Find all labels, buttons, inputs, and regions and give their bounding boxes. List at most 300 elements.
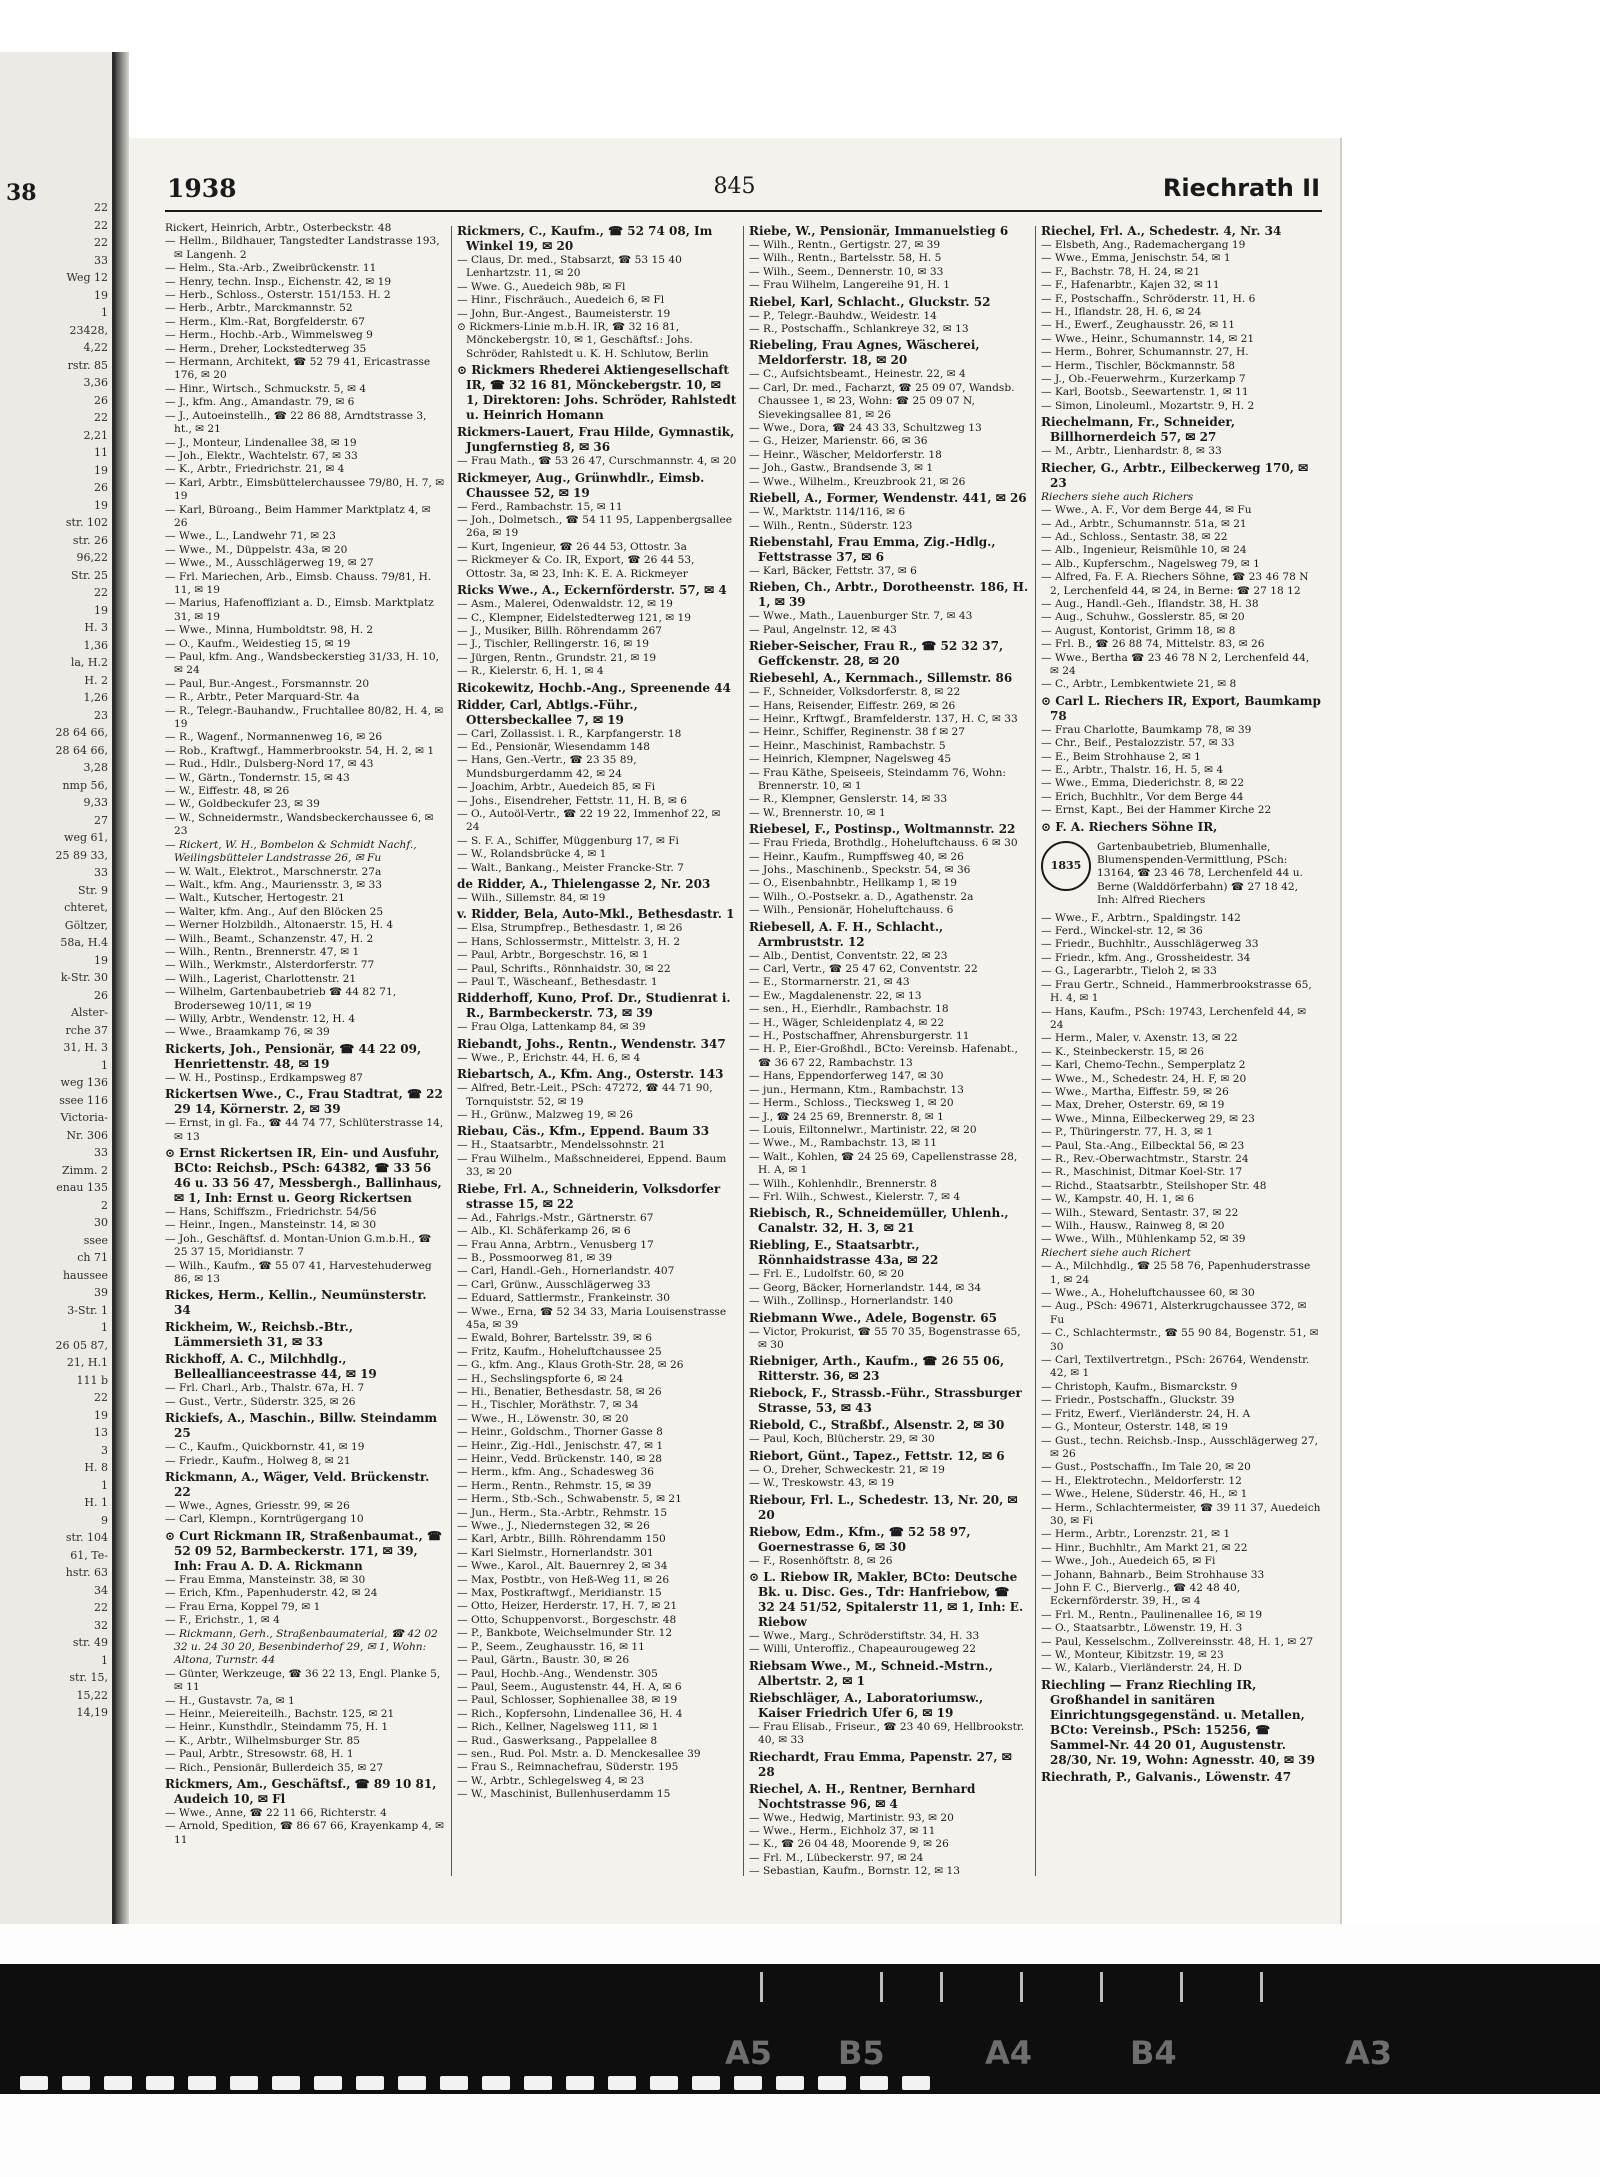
directory-entry: — H. P., Eier-Großhdl., BCto: Vereinsb. Hafenabt., ☎ 36 67 22, Rambachstr. 13 bbox=[749, 1043, 1018, 1069]
directory-entry: — Ed., Pensionär, Wiesendamm 148 bbox=[457, 740, 650, 753]
column-divider bbox=[743, 226, 744, 1876]
directory-entry: — Ad., Arbtr., Schumannstr. 51a, ✉ 21 bbox=[1041, 517, 1247, 530]
directory-entry: — Friedr., Postschaffn., Gluckstr. 39 bbox=[1041, 1394, 1235, 1407]
left-margin-fragment: 22 bbox=[94, 412, 108, 424]
directory-entry: — Frau Erna, Koppel 79, ✉ 1 bbox=[165, 1600, 321, 1613]
directory-entry: Riebesel, F., Postinsp., Woltmannstr. 22 bbox=[749, 822, 1016, 837]
film-marker bbox=[880, 1972, 883, 2002]
directory-entry: — Heinrich, Klempner, Nagelsweg 45 bbox=[749, 753, 952, 766]
directory-entry: — W. H., Postinsp., Erdkampsweg 87 bbox=[165, 1071, 363, 1084]
directory-entry: Riebold, C., Straßbf., Alsenstr. 2, ✉ 30 bbox=[749, 1418, 1005, 1433]
directory-entry: — W., Kampstr. 40, H. 1, ✉ 6 bbox=[1041, 1193, 1195, 1206]
directory-entry: — Heinr., Ingen., Mansteinstr. 14, ✉ 30 bbox=[165, 1219, 377, 1232]
left-running-head: 38 bbox=[6, 180, 37, 206]
directory-entry: — Alfred, Betr.-Leit., PSch: 47272, ☎ 44 71 90, Tornquiststr. 52, ✉ 19 bbox=[457, 1082, 713, 1108]
directory-entry: — Heinr., Meiereiteilh., Bachstr. 125, ✉ 21 bbox=[165, 1707, 395, 1720]
left-margin-fragment: 23 bbox=[94, 709, 108, 722]
directory-entry: — Carl, Klempn., Korntrügergang 10 bbox=[165, 1513, 364, 1526]
directory-entry: — Wwe., Joh., Auedeich 65, ✉ Fi bbox=[1041, 1555, 1216, 1568]
directory-entry: — K., ☎ 26 04 48, Moorende 9, ✉ 26 bbox=[749, 1838, 949, 1851]
directory-entry: — G., kfm. Ang., Klaus Groth-Str. 28, ✉ 26 bbox=[457, 1359, 684, 1372]
left-margin-fragment: 11 bbox=[94, 447, 108, 459]
left-margin-fragment: ssee bbox=[83, 1234, 108, 1247]
directory-entry: — Ad., Schloss., Sentastr. 38, ✉ 22 bbox=[1041, 530, 1228, 543]
directory-entry: — Alfred, Fa. F. A. Riechers Söhne, ☎ 23 46 78 N 2, Lerchenfeld 44, ✉ 24, in Berne: ☎ 27 18 12 bbox=[1041, 571, 1309, 597]
left-margin-fragment: 2,21 bbox=[83, 429, 108, 442]
directory-entry: — Wwe., Erna, ☎ 52 34 33, Maria Louisenstrasse 45a, ✉ 39 bbox=[457, 1305, 727, 1331]
directory-entry: — B., Possmoorweg 81, ✉ 39 bbox=[457, 1251, 613, 1264]
film-perforation bbox=[524, 2076, 552, 2090]
directory-entry: — Heinr., Kaufm., Rumpffsweg 40, ✉ 26 bbox=[749, 850, 964, 863]
directory-entry: — Hans, Schlossermstr., Mittelstr. 3, H. 2 bbox=[457, 935, 681, 948]
directory-entry: — Frl. Mariechen, Arb., Eimsb. Chauss. 79/81, H. 11, ✉ 19 bbox=[165, 570, 432, 596]
microfilm-border bbox=[0, 1924, 1600, 2177]
directory-entry: Rickmeyer, Aug., Grünwhdlr., Eimsb. Chaussee 52, ✉ 19 bbox=[457, 470, 705, 500]
left-page-edge bbox=[0, 52, 115, 1924]
directory-entry: — W., Gärtn., Tondernstr. 15, ✉ 43 bbox=[165, 771, 350, 784]
directory-entry: — Hermann, Architekt, ☎ 52 79 41, Ericastrasse 176, ✉ 20 bbox=[165, 356, 431, 382]
directory-entry: Riebow, Edm., Kfm., ☎ 52 58 97, Goernestrasse 6, ✉ 30 bbox=[749, 1524, 971, 1554]
directory-entry: — C., Klempner, Eidelstedterweg 121, ✉ 19 bbox=[457, 611, 691, 624]
directory-entry: — Wilh., Hausw., Rainweg 8, ✉ 20 bbox=[1041, 1220, 1225, 1232]
directory-entry: — Wilhelm, Gartenbaubetrieb ☎ 44 82 71, Broderseweg 10/11, ✉ 19 bbox=[165, 986, 397, 1012]
directory-entry: — Wwe., Herm., Eichholz 37, ✉ 11 bbox=[749, 1825, 936, 1838]
directory-entry: — Hans, Eppendorferweg 147, ✉ 30 bbox=[749, 1070, 944, 1083]
left-margin-fragment: 9 bbox=[101, 1514, 108, 1527]
left-margin-fragment: k-Str. 30 bbox=[60, 972, 108, 984]
left-margin-fragment: haussee bbox=[62, 1269, 108, 1282]
directory-entry: — C., Aufsichtsbeamt., Heinestr. 22, ✉ 4 bbox=[749, 368, 966, 381]
left-margin-fragment: 1,26 bbox=[83, 692, 108, 704]
directory-entry: — Gust., techn. Reichsb.-Insp., Ausschlägerweg 27, ✉ 26 bbox=[1041, 1434, 1319, 1460]
logo-entry-title: ⊙ F. A. Riechers Söhne IR, bbox=[1041, 819, 1218, 834]
directory-entry: — Jürgen, Rentn., Grundstr. 21, ✉ 19 bbox=[457, 651, 657, 664]
directory-entry: — Frl. E., Ludolfstr. 60, ✉ 20 bbox=[749, 1268, 904, 1281]
directory-entry: ⊙ Curt Rickmann IR, Straßenbaumat., ☎ 52 09 52, Barmbeckerstr. 171, ✉ 39, Inh: Frau A. D. A. Rickmann bbox=[165, 1528, 442, 1573]
directory-entry: — H., Wäger, Schleidenplatz 4, ✉ 22 bbox=[749, 1016, 945, 1029]
film-perforation bbox=[398, 2076, 426, 2090]
film-perforation bbox=[818, 2076, 846, 2090]
directory-entry: Riebisch, R., Schneidemüller, Uhlenh., Canalstr. 32, H. 3, ✉ 21 bbox=[749, 1206, 1009, 1236]
directory-entry: — Wwe., H., Löwenstr. 30, ✉ 20 bbox=[457, 1412, 629, 1425]
directory-entry: — Eduard, Sattlermstr., Frankeinstr. 30 bbox=[457, 1292, 671, 1305]
left-margin-fragment: 19 bbox=[94, 464, 108, 477]
directory-entry: — W., Goldbeckufer 23, ✉ 39 bbox=[165, 798, 320, 811]
left-margin-fragment: 19 bbox=[94, 604, 108, 617]
left-margin-fragment: 39 bbox=[94, 1287, 108, 1299]
directory-entry: — G., Monteur, Osterstr. 148, ✉ 19 bbox=[1041, 1421, 1228, 1434]
directory-entry: Riebesehl, A., Kernmach., Sillemstr. 86 bbox=[749, 671, 1013, 686]
directory-entry: — Karl Sielmstr., Hornerlandstr. 301 bbox=[457, 1546, 654, 1559]
left-margin-fragment: 3,36 bbox=[83, 377, 108, 389]
film-perforation bbox=[566, 2076, 594, 2090]
directory-entry: Rickmers, C., Kaufm., ☎ 52 74 08, Im Winkel 19, ✉ 20 bbox=[457, 224, 713, 253]
directory-entry: — Ernst, in gl. Fa., ☎ 44 74 77, Schlüterstrasse 14, ✉ 13 bbox=[165, 1117, 444, 1143]
directory-entry: — Paul, Kesselschm., Zollvereinsstr. 48, H. 1, ✉ 27 bbox=[1041, 1635, 1314, 1648]
film-perforation bbox=[230, 2076, 258, 2090]
directory-entry: — O., Staatsarbtr., Löwenstr. 19, H. 3 bbox=[1041, 1622, 1243, 1635]
left-margin-fragment: rstr. 85 bbox=[67, 359, 108, 372]
directory-entry: — H., Sechslingspforte 6, ✉ 24 bbox=[457, 1372, 624, 1385]
film-perforation bbox=[482, 2076, 510, 2090]
directory-entry: — Wilh., Pensionär, Hoheluftchauss. 6 bbox=[749, 904, 954, 917]
directory-entry: — H., Tischler, Moräthstr. 7, ✉ 34 bbox=[457, 1399, 639, 1412]
directory-entry: — Herm., Bohrer, Schumannstr. 27, H. bbox=[1041, 346, 1249, 359]
left-margin-fragment: 26 bbox=[94, 394, 108, 407]
film-perforation bbox=[734, 2076, 762, 2090]
directory-entry: — W., Brennerstr. 10, ✉ 1 bbox=[749, 806, 886, 819]
directory-entry: Riebock, F., Strassb.-Führ., Strassburger Strasse, 53, ✉ 43 bbox=[749, 1386, 1022, 1416]
directory-entry: — Wwe., Emma, Diederichstr. 8, ✉ 22 bbox=[1041, 777, 1245, 790]
left-margin-fragment: 58a, H.4 bbox=[60, 937, 108, 949]
directory-entry: Riechel, A. H., Rentner, Bernhard Nochtstrasse 96, ✉ 4 bbox=[749, 1781, 976, 1811]
directory-entry: Ricks Wwe., A., Eckernförderstr. 57, ✉ 4 bbox=[457, 583, 727, 598]
directory-entry: — Otto, Schuppenvorst., Borgeschstr. 48 bbox=[457, 1613, 677, 1626]
directory-entry: — Herb., Schloss., Osterstr. 151/153. H. 2 bbox=[165, 289, 391, 302]
left-margin-fragment: 22 bbox=[94, 237, 108, 249]
directory-entry: — Hinr., Wirtsch., Schmuckstr. 5, ✉ 4 bbox=[165, 382, 367, 395]
directory-entry: — H., Iflandstr. 28, H. 6, ✉ 24 bbox=[1041, 306, 1202, 319]
directory-entry: — Wilh., Werkmstr., Alsterdorferstr. 77 bbox=[165, 959, 375, 972]
directory-entry: — Wilh., Lagerist, Charlottenstr. 21 bbox=[165, 972, 357, 985]
directory-entry: — Arnold, Spedition, ☎ 86 67 66, Krayenkamp 4, ✉ 11 bbox=[165, 1820, 444, 1846]
directory-entry: — W., Rolandsbrücke 4, ✉ 1 bbox=[457, 848, 607, 861]
film-perforation bbox=[608, 2076, 636, 2090]
directory-entry: — Herm., kfm. Ang., Schadesweg 36 bbox=[457, 1466, 654, 1479]
film-marker bbox=[1020, 1972, 1023, 2002]
directory-entry: — J., Ob.-Feuerwehrm., Kurzerkamp 7 bbox=[1041, 373, 1246, 386]
directory-entry: — W., Marktstr. 114/116, ✉ 6 bbox=[749, 506, 906, 519]
directory-entry: Riebe, W., Pensionär, Immanuelstieg 6 bbox=[749, 224, 1009, 238]
directory-entry: — C., Kaufm., Quickbornstr. 41, ✉ 19 bbox=[165, 1441, 365, 1454]
directory-entry: — Paul, Koch, Blücherstr. 29, ✉ 30 bbox=[749, 1433, 935, 1446]
directory-entry: — Wwe., Wilh., Mühlenkamp 52, ✉ 39 bbox=[1041, 1233, 1246, 1246]
left-margin-fragment: 2 bbox=[101, 1199, 108, 1212]
directory-entry: Rickerts, Joh., Pensionär, ☎ 44 22 09, Henriettenstr. 48, ✉ 19 bbox=[165, 1041, 422, 1071]
left-margin-fragment: 33 bbox=[94, 1147, 108, 1159]
directory-entry: — Wwe., Math., Lauenburger Str. 7, ✉ 43 bbox=[749, 610, 973, 623]
directory-entry: — Wwe., Anne, ☎ 22 11 66, Richterstr. 4 bbox=[165, 1806, 387, 1819]
directory-entry: — Frl. M., Rentn., Paulinenallee 16, ✉ 19 bbox=[1041, 1608, 1263, 1621]
directory-entry: — Wwe., M., Düppelstr. 43a, ✉ 20 bbox=[165, 543, 348, 556]
directory-entry: — Wilh., O.-Postsekr. a. D., Agathenstr. 2a bbox=[749, 890, 974, 903]
directory-entry: — Paul T., Wäscheanf., Bethesdastr. 1 bbox=[457, 976, 658, 989]
film-perforation bbox=[356, 2076, 384, 2090]
directory-entry: Rickhoff, A. C., Milchhdlg., Belleallianceestrasse 44, ✉ 19 bbox=[165, 1352, 377, 1382]
film-perforation bbox=[314, 2076, 342, 2090]
directory-entry: — F., Hafenarbtr., Kajen 32, ✉ 11 bbox=[1041, 279, 1220, 292]
directory-entry: — J., ☎ 24 25 69, Brennerstr. 8, ✉ 1 bbox=[749, 1110, 944, 1123]
directory-entry: — Friedr., Buchhltr., Ausschlägerweg 33 bbox=[1041, 938, 1259, 951]
directory-entry: — Carl, Dr. med., Facharzt, ☎ 25 09 07, Wandsb. Chaussee 1, ✉ 23, Wohn: ☎ 25 09 07 N, Sievekingsallee 81, ✉ 26 bbox=[749, 381, 1015, 421]
directory-entry: — J., Autoeinstellh., ☎ 22 86 88, Arndtstrasse 3, ht., ✉ 21 bbox=[165, 409, 427, 436]
directory-entry: — jun., Hermann, Ktm., Rambachstr. 13 bbox=[749, 1083, 964, 1096]
directory-entry: — R., Kielerstr. 6, H. 1, ✉ 4 bbox=[457, 665, 604, 678]
directory-entry: — S. F. A., Schiffer, Müggenburg 17, ✉ Fi bbox=[457, 834, 679, 847]
directory-entry: — R., Telegr.-Bauhandw., Fruchtallee 80/82, H. 4, ✉ 19 bbox=[165, 704, 444, 731]
directory-entry: — Victor, Prokurist, ☎ 55 70 35, Bogenstrasse 65, ✉ 30 bbox=[749, 1325, 1021, 1351]
directory-entry: — Claus, Dr. med., Stabsarzt, ☎ 53 15 40 Lenhartzstr. 11, ✉ 20 bbox=[457, 254, 682, 280]
directory-entry: — K., Arbtr., Wilhelmsburger Str. 85 bbox=[165, 1734, 360, 1747]
left-margin-fragment: 26 bbox=[94, 989, 108, 1002]
left-margin-fragment: str. 104 bbox=[65, 1532, 108, 1544]
directory-entry: — Hellm., Bildhauer, Tangstedter Landstrasse 193, ✉ Langenh. 2 bbox=[165, 235, 440, 261]
directory-entry: — Karl, Bootsb., Seewartenstr. 1, ✉ 11 bbox=[1041, 386, 1249, 399]
left-margin-fragment: 26 bbox=[94, 482, 108, 494]
directory-column-1 bbox=[165, 222, 445, 1882]
column-divider bbox=[1035, 226, 1036, 1876]
company-seal-icon bbox=[1041, 841, 1091, 891]
directory-entry: Riechel, Frl. A., Schedestr. 4, Nr. 34 bbox=[1041, 224, 1282, 238]
directory-entry: — K., Steinbeckerstr. 15, ✉ 26 bbox=[1041, 1045, 1204, 1058]
film-perforation bbox=[860, 2076, 888, 2090]
directory-entry: — Joh., Elektr., Wachtelstr. 67, ✉ 33 bbox=[165, 449, 358, 462]
directory-entry: — Carl, Grünw., Ausschlägerweg 33 bbox=[457, 1278, 651, 1291]
directory-entry: — J., Monteur, Lindenallee 38, ✉ 19 bbox=[165, 436, 357, 449]
directory-entry: — Frl. M., Lübeckerstr. 97, ✉ 24 bbox=[749, 1851, 924, 1864]
directory-entry: — F., Postschaffn., Schröderstr. 11, H. 6 bbox=[1041, 292, 1256, 305]
directory-entry: — Wilh., Kohlenhdlr., Brennerstr. 8 bbox=[749, 1177, 937, 1190]
left-margin-fragment: H. 3 bbox=[84, 622, 108, 634]
directory-entry: — Werner Holzbildh., Altonaerstr. 15, H. 4 bbox=[165, 919, 394, 932]
directory-entry: — Walt., Bankang., Meister Francke-Str. 7 bbox=[457, 861, 684, 874]
directory-entry: — J., kfm. Ang., Amandastr. 79, ✉ 6 bbox=[165, 396, 355, 409]
directory-entry: — Walt., Kohlen, ☎ 24 25 69, Capellenstrasse 28, H. A, ✉ 1 bbox=[749, 1150, 1018, 1177]
directory-entry: — F., Rosenhöftstr. 8, ✉ 26 bbox=[749, 1554, 893, 1567]
left-margin-fragment: 3 bbox=[101, 1444, 108, 1457]
directory-entry: — O., Kaufm., Weidestieg 15, ✉ 19 bbox=[165, 637, 351, 650]
left-margin-fragment: 96,22 bbox=[76, 552, 108, 564]
directory-entry: — Joachim, Arbtr., Auedeich 85, ✉ Fi bbox=[457, 781, 656, 794]
directory-entry: — Wwe., P., Erichstr. 44, H. 6, ✉ 4 bbox=[457, 1051, 641, 1064]
left-page-margin-fragments bbox=[2, 202, 108, 1725]
directory-entry: — W., Schneidermstr., Wandsbeckerchaussee 6, ✉ 23 bbox=[165, 811, 434, 838]
directory-entry: — Günter, Werkzeuge, ☎ 36 22 13, Engl. Planke 5, ✉ 11 bbox=[165, 1667, 441, 1694]
directory-entry: — Simon, Linoleuml., Mozartstr. 9, H. 2 bbox=[1041, 399, 1255, 412]
directory-entry: Riebel, Karl, Schlacht., Gluckstr. 52 bbox=[749, 294, 991, 309]
directory-entry: — Wilh., Rentn., Brennerstr. 47, ✉ 1 bbox=[165, 945, 360, 958]
directory-entry: — P., Bankbote, Weichselmunder Str. 12 bbox=[457, 1627, 673, 1640]
directory-entry: — August, Kontorist, Grimm 18, ✉ 8 bbox=[1041, 624, 1236, 637]
film-perforation bbox=[902, 2076, 930, 2090]
directory-entry: — Paul, Seem., Augustenstr. 44, H. A, ✉ 6 bbox=[457, 1680, 682, 1693]
left-margin-fragment: H. 8 bbox=[84, 1462, 108, 1474]
directory-entry: ⊙ Ernst Rickertsen IR, Ein- und Ausfuhr, BCto: Reichsb., PSch: 64382, ☎ 33 56 46 u. 33 56 47, Messbergh., Ballinhaus, ✉ 1, Inh: Ernst u. Georg Rickertsen bbox=[165, 1146, 442, 1205]
directory-entry: — Wwe., Martha, Eiffestr. 59, ✉ 26 bbox=[1041, 1085, 1229, 1098]
directory-column-2 bbox=[457, 222, 737, 1882]
directory-entry: — Walt., kfm. Ang., Mauriensstr. 3, ✉ 33 bbox=[165, 878, 382, 891]
directory-entry: — W., Maschinist, Bullenhuserdamm 15 bbox=[457, 1788, 671, 1801]
directory-entry: — Rich., Kellner, Nagelsweg 111, ✉ 1 bbox=[457, 1721, 659, 1734]
directory-entry: — C., Schlachtermstr., ☎ 55 90 84, Bogenstr. 51, ✉ 30 bbox=[1041, 1327, 1319, 1353]
directory-entry: — Frau Wilhelm., Maßschneiderei, Eppend. Baum 33, ✉ 20 bbox=[457, 1152, 727, 1179]
directory-entry: — Frl. B., ☎ 26 88 74, Mittelstr. 83, ✉ 26 bbox=[1041, 638, 1265, 651]
left-margin-fragment: 1 bbox=[101, 1322, 108, 1334]
directory-entry: — Frau Elisab., Friseur., ☎ 23 40 69, Hellbrookstr. 40, ✉ 33 bbox=[749, 1720, 1025, 1747]
directory-entry: — John F. C., Bierverlg., ☎ 42 48 40, Eckernförderstr. 39, H., ✉ 4 bbox=[1041, 1581, 1241, 1608]
film-size-label: A4 bbox=[985, 2034, 1033, 2072]
left-margin-fragment: 22 bbox=[94, 202, 108, 214]
directory-entry: — E., Beim Strohhause 2, ✉ 1 bbox=[1041, 750, 1201, 763]
directory-entry: — Heinr., Vedd. Brückenstr. 140, ✉ 28 bbox=[457, 1453, 663, 1465]
left-margin-fragment: 1 bbox=[101, 1479, 108, 1492]
directory-entry: — Chr., Beif., Pestalozzistr. 57, ✉ 33 bbox=[1041, 737, 1235, 750]
directory-entry: Riechrath, P., Galvanis., Löwenstr. 47 bbox=[1041, 1769, 1292, 1784]
header-rule bbox=[165, 210, 1322, 212]
directory-entry: — Wwe., Agnes, Griesstr. 99, ✉ 26 bbox=[165, 1500, 350, 1513]
directory-entry: — Walt., Kutscher, Hertogestr. 21 bbox=[165, 892, 345, 905]
directory-entry: Rickertsen Wwe., C., Frau Stadtrat, ☎ 22 29 14, Körnerstr. 2, ✉ 39 bbox=[165, 1087, 443, 1117]
directory-entry: Rieber-Seischer, Frau R., ☎ 52 32 37, Geffckenstr. 28, ✉ 20 bbox=[749, 639, 1004, 669]
directory-entry: — Wilh., Steward, Sentastr. 37, ✉ 22 bbox=[1041, 1206, 1239, 1219]
left-margin-fragment: hstr. 63 bbox=[65, 1567, 108, 1579]
directory-entry: — Carl, Textilvertretgn., PSch: 26764, Wendenstr. 42, ✉ 1 bbox=[1041, 1354, 1310, 1380]
directory-entry: Riechelmann, Fr., Schneider, Billhornerdeich 57, ✉ 27 bbox=[1041, 415, 1235, 445]
directory-columns bbox=[165, 222, 1323, 1882]
directory-entry: — Herm., Schlachtermeister, ☎ 39 11 37, Auedeich 30, ✉ Fi bbox=[1041, 1501, 1321, 1527]
directory-entry: — Hinr., Buchhltr., Am Markt 21, ✉ 22 bbox=[1041, 1541, 1248, 1554]
directory-entry: — H., Elektrotechn., Meldorferstr. 12 bbox=[1041, 1474, 1242, 1487]
directory-entry: — Herb., Arbtr., Marckmannstr. 52 bbox=[165, 302, 353, 315]
directory-entry: — Rich., Pensionär, Bullerdeich 35, ✉ 27 bbox=[165, 1761, 384, 1774]
directory-entry: — Herm., Stb.-Sch., Schwabenstr. 5, ✉ 21 bbox=[457, 1493, 682, 1506]
directory-entry: Rieben, Ch., Arbtr., Dorotheenstr. 186, H. 1, ✉ 39 bbox=[749, 580, 1029, 610]
left-margin-fragment: 28 64 66, bbox=[55, 744, 108, 757]
column-divider bbox=[451, 226, 452, 1876]
directory-entry: — Hans, Kaufm., PSch: 19743, Lerchenfeld 44, ✉ 24 bbox=[1041, 1005, 1307, 1031]
directory-entry: — F., Schneider, Volksdorferstr. 8, ✉ 22 bbox=[749, 686, 961, 699]
directory-entry: Riebort, Günt., Tapez., Fettstr. 12, ✉ 6 bbox=[749, 1448, 1005, 1463]
directory-entry: — J., Musiker, Billh. Röhrendamm 267 bbox=[457, 624, 662, 637]
left-margin-fragment: Göltzer, bbox=[64, 919, 108, 932]
directory-entry: — R., Maschinist, Ditmar Koel-Str. 17 bbox=[1041, 1166, 1243, 1179]
page-year: 1938 bbox=[167, 174, 237, 203]
directory-entry: — Frl. Charl., Arb., Thalstr. 67a, H. 7 bbox=[165, 1382, 365, 1395]
directory-entry: — Ad., Fahrlgs.-Mstr., Gärtnerstr. 67 bbox=[457, 1211, 654, 1224]
directory-entry: — Rickmann, Gerh., Straßenbaumaterial, ☎ 42 02 32 u. 24 30 20, Besenbinderhof 29, ✉ 1, Wohn: Altona, Turnstr. 44 bbox=[165, 1627, 438, 1667]
directory-entry: — Christoph, Kaufm., Bismarckstr. 9 bbox=[1041, 1380, 1238, 1393]
directory-entry: — Sebastian, Kaufm., Bornstr. 12, ✉ 13 bbox=[749, 1865, 960, 1878]
film-size-label: A3 bbox=[1345, 2034, 1393, 2072]
film-marker bbox=[1100, 1972, 1103, 2002]
left-margin-fragment: 28 64 66, bbox=[55, 727, 108, 739]
directory-entry: — Paul, kfm. Ang., Wandsbeckerstieg 31/33, H. 10, ✉ 24 bbox=[165, 651, 439, 677]
directory-entry: — Friedr., kfm. Ang., Grossheidestr. 34 bbox=[1041, 951, 1251, 964]
directory-entry: — G., Lagerarbtr., Tieloh 2, ✉ 33 bbox=[1041, 965, 1217, 978]
directory-entry: — Rich., Kopfersohn, Lindenallee 36, H. 4 bbox=[457, 1707, 683, 1720]
left-margin-fragment: 13 bbox=[94, 1427, 108, 1439]
directory-entry: Riebsam Wwe., M., Schneid.-Mstrn., Albertstr. 2, ✉ 1 bbox=[749, 1658, 993, 1688]
film-marker bbox=[760, 1972, 763, 2002]
left-margin-fragment: 61, Te- bbox=[70, 1549, 108, 1562]
seal-year: 1835 bbox=[1050, 859, 1082, 873]
left-margin-fragment: 9,33 bbox=[83, 797, 108, 809]
directory-entry: — W., Arbtr., Schlegelsweg 4, ✉ 23 bbox=[457, 1774, 645, 1787]
directory-entry: — Rickert, W. H., Bombelon & Schmidt Nachf., Weilingsbütteler Landstrasse 26, ✉ Fu bbox=[165, 838, 417, 865]
directory-entry: — Rud., Hdlr., Dulsberg-Nord 17, ✉ 43 bbox=[165, 758, 374, 771]
directory-entry: — Wilh., Seem., Dennerstr. 10, ✉ 33 bbox=[749, 265, 944, 278]
film-perforation bbox=[650, 2076, 678, 2090]
left-margin-fragment: 15,22 bbox=[76, 1689, 108, 1702]
directory-entry: Riebschläger, A., Laboratoriumsw., Kaiser Friedrich Ufer 6, ✉ 19 bbox=[749, 1690, 984, 1720]
directory-entry: — Willy, Arbtr., Wendenstr. 12, H. 4 bbox=[165, 1012, 356, 1025]
directory-entry: — Wwe., Braamkamp 76, ✉ 39 bbox=[165, 1026, 330, 1039]
directory-entry: — Heinr., Zig.-Hdl., Jenischstr. 47, ✉ 1 bbox=[457, 1439, 664, 1452]
left-margin-fragment: 26 05 87, bbox=[55, 1339, 108, 1352]
left-margin-fragment: Victoria- bbox=[60, 1112, 108, 1124]
left-margin-fragment: Weg 12 bbox=[66, 272, 108, 284]
directory-entry: Riebeling, Frau Agnes, Wäscherei, Meldorferstr. 18, ✉ 20 bbox=[749, 338, 980, 368]
directory-entry: — R., Arbtr., Peter Marquard-Str. 4a bbox=[165, 691, 360, 704]
directory-entry: — Joh., Gastw., Brandsende 3, ✉ 1 bbox=[749, 462, 934, 475]
directory-entry: — Max, Postbtr., von Heß-Weg 11, ✉ 26 bbox=[457, 1573, 670, 1586]
directory-entry: — Alb., Dentist, Conventstr. 22, ✉ 23 bbox=[749, 949, 948, 962]
directory-entry: — G., Heizer, Marienstr. 66, ✉ 36 bbox=[749, 435, 928, 448]
directory-entry: Rickmers-Lauert, Frau Hilde, Gymnastik, Jungfernstieg 8, ✉ 36 bbox=[457, 425, 735, 455]
directory-entry: — Wilh., Rentn., Bartelsstr. 58, H. 5 bbox=[749, 252, 942, 265]
directory-entry: Riebandt, Johs., Rentn., Wendenstr. 347 bbox=[457, 1036, 726, 1051]
directory-entry: Rickert, Heinrich, Arbtr., Osterbeckstr. 48 bbox=[165, 222, 392, 234]
directory-entry: ⊙ Rickmers Rhederei Aktiengesellschaft IR, ☎ 32 16 81, Mönckebergstr. 10, ✉ 1, Direktoren: Johs. Schröder, Rahlstedt u. Heinrich Homann bbox=[457, 363, 737, 423]
directory-entry: — Hans, Schiffszm., Friedrichstr. 54/56 bbox=[165, 1206, 377, 1218]
left-margin-fragment: 3-Str. 1 bbox=[67, 1304, 108, 1317]
directory-entry: — Karl, Arbtr., Billh. Röhrendamm 150 bbox=[457, 1533, 666, 1546]
directory-entry: — Alb., Kl. Schäferkamp 26, ✉ 6 bbox=[457, 1225, 631, 1238]
directory-entry: — E., Stormarnerstr. 21, ✉ 43 bbox=[749, 976, 910, 989]
directory-entry: — Kurt, Ingenieur, ☎ 26 44 53, Ottostr. 3a bbox=[457, 540, 687, 553]
film-perforation bbox=[692, 2076, 720, 2090]
directory-entry: Riebell, A., Former, Wendenstr. 441, ✉ 26 bbox=[749, 491, 1027, 506]
directory-entry: — sen., Rud. Pol. Mstr. a. D. Menckesallee 39 bbox=[457, 1747, 701, 1760]
left-margin-fragment: 14,19 bbox=[76, 1707, 108, 1719]
directory-entry: — Helm., Sta.-Arb., Zweibrückenstr. 11 bbox=[165, 262, 377, 275]
directory-entry: — Otto, Heizer, Herderstr. 17, H. 7, ✉ 21 bbox=[457, 1600, 678, 1613]
directory-entry: — Heinr., Goldschm., Thorner Gasse 8 bbox=[457, 1426, 663, 1439]
left-margin-fragment: 19 bbox=[94, 289, 108, 302]
directory-entry: — Wwe., M., Ausschlägerweg 19, ✉ 27 bbox=[165, 557, 374, 570]
left-margin-fragment: 1,36 bbox=[83, 639, 108, 652]
left-margin-fragment: 19 bbox=[94, 1409, 108, 1422]
directory-entry: — O., Dreher, Schweckestr. 21, ✉ 19 bbox=[749, 1463, 945, 1476]
directory-entry: ⊙ Rickmers-Linie m.b.H. IR, ☎ 32 16 81, Mönckebergstr. 10, ✉ 1, Geschäftsf.: Johs. Schröder, Rahlstedt u. K. H. Schlutow, Berlin bbox=[457, 321, 709, 360]
directory-entry: — Wwe., Wilhelm., Kreuzbrook 21, ✉ 26 bbox=[749, 475, 966, 488]
directory-entry: — Wilh., Rentn., Gertigstr. 27, ✉ 39 bbox=[749, 239, 941, 251]
left-margin-fragment: Alster- bbox=[70, 1007, 108, 1019]
directory-entry: — Carl, Vertr., ☎ 25 47 62, Conventstr. 22 bbox=[749, 963, 978, 976]
left-margin-fragment: 30 bbox=[94, 1217, 108, 1229]
directory-entry: — Wwe., M., Schedestr. 24, H. F, ✉ 20 bbox=[1041, 1072, 1247, 1085]
directory-entry: — J., Tischler, Rellingerstr. 16, ✉ 19 bbox=[457, 638, 650, 651]
directory-entry: — Carl, Handl.-Geh., Hornerlandstr. 407 bbox=[457, 1265, 675, 1278]
left-margin-fragment: str. 102 bbox=[65, 517, 108, 529]
left-margin-fragment: enau 135 bbox=[56, 1182, 108, 1194]
left-margin-fragment: Str. 9 bbox=[78, 884, 108, 897]
directory-entry: — Wwe., Hedwig, Martinistr. 93, ✉ 20 bbox=[749, 1811, 954, 1824]
directory-entry: — P., Seem., Zeughausstr. 16, ✉ 11 bbox=[457, 1640, 645, 1653]
directory-entry: Riechert siehe auch Richert bbox=[1041, 1246, 1191, 1259]
film-perforation bbox=[20, 2076, 48, 2090]
left-margin-fragment: 19 bbox=[94, 954, 108, 967]
left-margin-fragment: 22 bbox=[94, 1392, 108, 1404]
directory-entry: — Walter, kfm. Ang., Auf den Blöcken 25 bbox=[165, 905, 384, 918]
directory-entry: — Aug., Schuhw., Gosslerstr. 85, ✉ 20 bbox=[1041, 611, 1245, 624]
directory-entry: Rickiefs, A., Maschin., Billw. Steindamm 25 bbox=[165, 1411, 438, 1441]
left-margin-fragment: Str. 25 bbox=[71, 569, 108, 582]
page-header bbox=[129, 138, 1340, 203]
directory-entry: Rickmers, Am., Geschäftsf., ☎ 89 10 81, Audeich 10, ✉ Fl bbox=[165, 1776, 437, 1806]
directory-entry: — C., Arbtr., Lembkentwiete 21, ✉ 8 bbox=[1041, 678, 1237, 691]
left-margin-fragment: ch 71 bbox=[77, 1252, 108, 1264]
